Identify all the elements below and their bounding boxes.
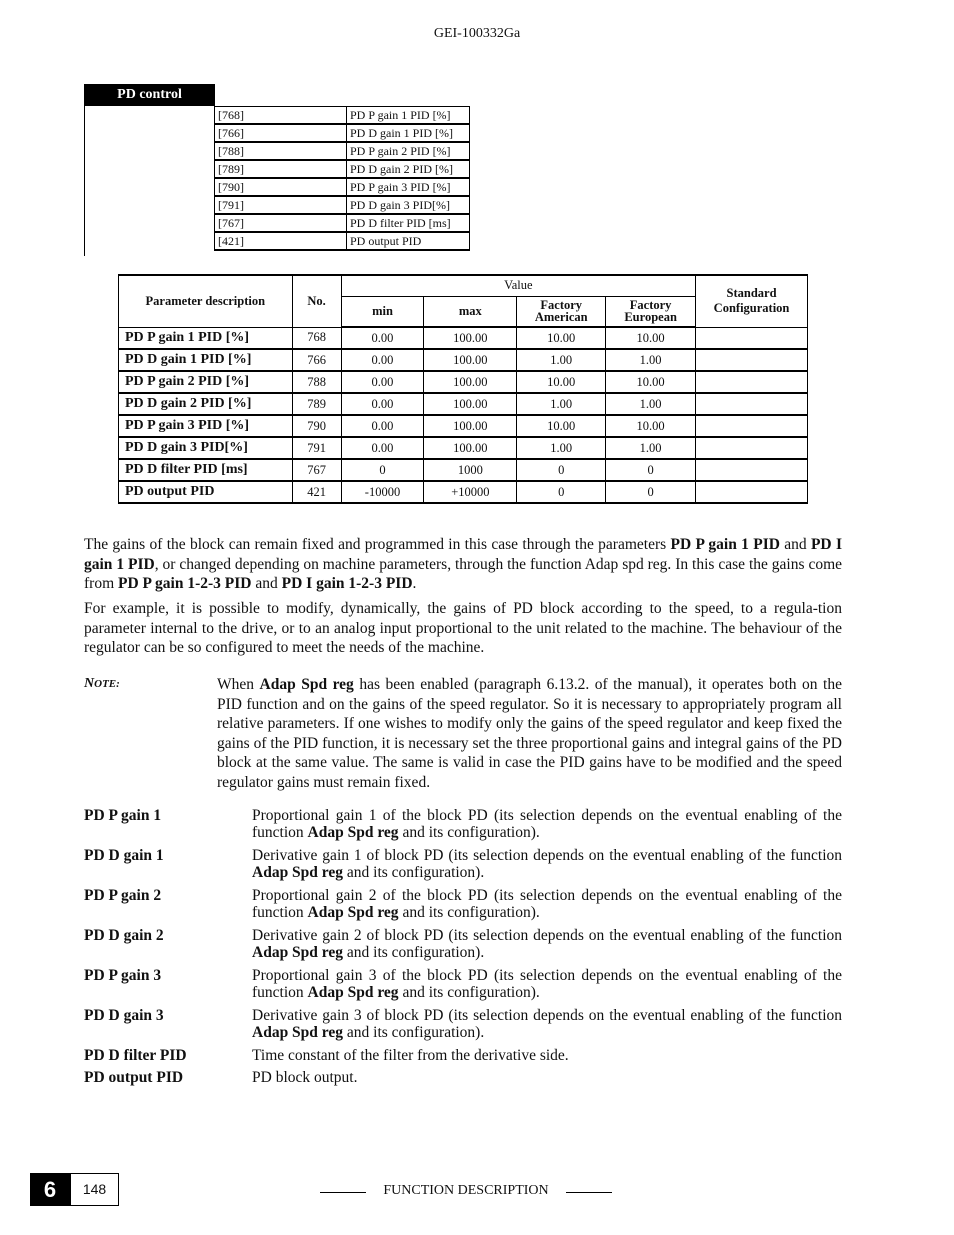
cell-factory-european: 1.00 [606, 349, 696, 371]
table-row [119, 459, 808, 481]
text: and [779, 536, 811, 553]
cell-factory-european: 10.00 [606, 415, 696, 437]
cell-number: 766 [292, 349, 341, 371]
cell-factory-european: 10.00 [606, 327, 696, 349]
cell-standard [696, 371, 808, 393]
header-factory-european-line1: Factory [629, 298, 672, 313]
definition-text [252, 1069, 842, 1086]
definition-text [252, 927, 842, 961]
menu-param-number: [421] [215, 232, 347, 250]
header-factory-european-line2: European [624, 310, 677, 325]
table-row [119, 393, 808, 415]
definition-term: PD output PID [84, 1069, 184, 1086]
text: . [412, 575, 417, 592]
table-row [119, 437, 808, 459]
cell-number: 789 [292, 393, 341, 415]
cell-standard [696, 349, 808, 371]
cell-factory-american: 1.00 [517, 349, 606, 371]
menu-param-number: [789] [215, 160, 347, 178]
menu-param-label: PD D filter PID [ms] [347, 214, 470, 232]
definition-term: PD D gain 2 [84, 927, 164, 944]
text: Proportional gain 2 of the block PD (its selection depends on the eventual enabling of the function [252, 887, 842, 921]
cell-description: PD D gain 1 PID [%] [119, 349, 293, 371]
cell-min: 0.00 [341, 349, 424, 371]
cell-factory-american: 0 [517, 481, 606, 503]
bold-text: Adap Spd reg [307, 824, 399, 841]
table-row [119, 349, 808, 371]
text: When [217, 676, 260, 693]
cell-max: +10000 [424, 481, 517, 503]
bold-text: PD I gain 1 PID [84, 536, 842, 573]
menu-row [215, 124, 470, 142]
cell-number: 791 [292, 437, 341, 459]
table-row [119, 481, 808, 503]
bold-text: Adap Spd reg [259, 676, 354, 693]
cell-description: PD D filter PID [ms] [119, 459, 293, 481]
cell-factory-european: 0 [606, 459, 696, 481]
text: , or changed depending on machine parameters, through the function Adap spd reg. In this case the gains come from [84, 555, 843, 592]
footer-rule-right [566, 1192, 612, 1193]
menu-row [215, 178, 470, 196]
cell-description: PD P gain 3 PID [%] [119, 415, 293, 437]
cell-factory-european: 1.00 [606, 393, 696, 415]
note-label-initial: N [84, 676, 95, 691]
bold-text: Adap Spd reg [252, 944, 344, 961]
menu-row [215, 196, 470, 214]
definition-term: PD D filter PID [84, 1047, 187, 1064]
menu-row [215, 142, 470, 160]
definition-text [252, 847, 842, 881]
menu-row [215, 232, 470, 250]
cell-factory-american: 10.00 [517, 415, 606, 437]
note-label [84, 676, 120, 692]
text: The gains of the block can remain fixed and programmed in this case through the parameters [84, 536, 671, 553]
header-factory-american [517, 296, 606, 327]
cell-number: 767 [292, 459, 341, 481]
cell-max: 100.00 [424, 371, 517, 393]
cell-standard [696, 393, 808, 415]
menu-param-label: PD D gain 2 PID [%] [347, 160, 470, 178]
cell-description: PD P gain 2 PID [%] [119, 371, 293, 393]
cell-standard [696, 327, 808, 349]
text: Derivative gain 2 of block PD (its selection depends on the eventual enabling of the function [252, 927, 842, 944]
definition-text [252, 967, 842, 1001]
header-max: max [424, 296, 517, 327]
cell-max: 100.00 [424, 393, 517, 415]
cell-standard [696, 415, 808, 437]
cell-factory-american: 10.00 [517, 371, 606, 393]
menu-param-number: [768] [215, 107, 347, 125]
cell-factory-european: 0 [606, 481, 696, 503]
bold-text: Adap Spd reg [252, 864, 344, 881]
note-text [217, 675, 842, 792]
menu-param-label: PD P gain 3 PID [%] [347, 178, 470, 196]
cell-min: 0.00 [341, 437, 424, 459]
header-standard-configuration [696, 275, 808, 327]
bold-text: PD P gain 1 PID [670, 536, 780, 553]
cell-min: 0.00 [341, 393, 424, 415]
cell-number: 788 [292, 371, 341, 393]
menu-parameter-list [214, 106, 470, 251]
cell-min: 0.00 [341, 371, 424, 393]
header-number: No. [292, 275, 341, 327]
bold-text: Adap Spd reg [307, 904, 399, 921]
definition-text [252, 887, 842, 921]
header-parameter-description: Parameter description [119, 275, 293, 327]
menu-row [215, 214, 470, 232]
cell-max: 100.00 [424, 437, 517, 459]
document-id: GEI-100332Ga [433, 26, 521, 41]
cell-min: -10000 [341, 481, 424, 503]
header-standard-line2: Configuration [713, 301, 790, 316]
menu-param-label: PD output PID [347, 232, 470, 250]
menu-param-label: PD P gain 1 PID [%] [347, 107, 470, 125]
parameter-table [118, 274, 808, 504]
text: and its configuration). [343, 1024, 485, 1041]
text: Time constant of the filter from the derivative side. [252, 1047, 569, 1064]
paragraph-gains [84, 535, 842, 594]
menu-param-label: PD D gain 1 PID [%] [347, 124, 470, 142]
definition-term: PD D gain 3 [84, 1007, 164, 1024]
header-standard-line1: Standard [726, 286, 777, 301]
text: and its configuration). [343, 944, 485, 961]
header-factory-american-line2: American [534, 310, 588, 325]
definition-text [252, 807, 842, 841]
cell-min: 0.00 [341, 415, 424, 437]
table-row [119, 327, 808, 349]
menu-param-number: [767] [215, 214, 347, 232]
text: has been enabled (paragraph 6.13.2. of the manual), it operates both on the PID function and on the gains of the speed regulator. So it is necessary to appropriately program all relative parameters. If one wishes to modify only the gains of the speed regulator and keep fixed the gains of the PID function, it is necessary set the three proportional gains and integral gains of the PD block at the same value. The same is valid in case the PID gains have to be modified and the speed regulator gains must remain fixed. [217, 676, 842, 791]
cell-min: 0.00 [341, 327, 424, 349]
cell-description: PD D gain 3 PID[%] [119, 437, 293, 459]
footer-rule-left [320, 1192, 366, 1193]
page-number: 148 [70, 1173, 119, 1206]
text: and its configuration). [398, 824, 540, 841]
table-row [119, 371, 808, 393]
menu-param-number: [790] [215, 178, 347, 196]
definition-term: PD P gain 2 [84, 887, 162, 904]
text: Proportional gain 1 of the block PD (its selection depends on the eventual enabling of the function [252, 807, 842, 841]
menu-param-label: PD P gain 2 PID [%] [347, 142, 470, 160]
footer-section-title: FUNCTION DESCRIPTION [383, 1183, 549, 1198]
chapter-number: 6 [30, 1173, 70, 1206]
definition-term: PD P gain 1 [84, 807, 162, 824]
definition-text [252, 1007, 842, 1041]
header-factory-european [606, 296, 696, 327]
menu-param-number: [791] [215, 196, 347, 214]
bold-text: PD P gain 1-2-3 PID [118, 575, 252, 592]
text: Derivative gain 1 of block PD (its selection depends on the eventual enabling of the function [252, 847, 842, 864]
text: Derivative gain 3 of block PD (its selection depends on the eventual enabling of the function [252, 1007, 842, 1024]
definition-term: PD D gain 1 [84, 847, 164, 864]
text: and its configuration). [343, 864, 485, 881]
menu-title: PD control [84, 84, 215, 106]
table-row [119, 415, 808, 437]
definition-text [252, 1047, 842, 1064]
menu-row [215, 160, 470, 178]
bold-text: Adap Spd reg [307, 984, 399, 1001]
cell-max: 100.00 [424, 327, 517, 349]
cell-factory-american: 1.00 [517, 437, 606, 459]
header-min: min [341, 296, 424, 327]
text: Proportional gain 3 of the block PD (its selection depends on the eventual enabling of the function [252, 967, 842, 1001]
cell-max: 100.00 [424, 415, 517, 437]
bold-text: PD I gain 1-2-3 PID [281, 575, 413, 592]
definition-term: PD P gain 3 [84, 967, 162, 984]
text: and [251, 575, 282, 592]
cell-description: PD output PID [119, 481, 293, 503]
cell-standard [696, 481, 808, 503]
menu-param-number: [766] [215, 124, 347, 142]
cell-factory-american: 10.00 [517, 327, 606, 349]
menu-param-number: [788] [215, 142, 347, 160]
cell-standard [696, 437, 808, 459]
cell-standard [696, 459, 808, 481]
cell-description: PD P gain 1 PID [%] [119, 327, 293, 349]
cell-number: 768 [292, 327, 341, 349]
cell-factory-european: 1.00 [606, 437, 696, 459]
cell-factory-american: 1.00 [517, 393, 606, 415]
cell-description: PD D gain 2 PID [%] [119, 393, 293, 415]
cell-factory-european: 10.00 [606, 371, 696, 393]
cell-number: 421 [292, 481, 341, 503]
cell-min: 0 [341, 459, 424, 481]
text: and its configuration). [398, 984, 540, 1001]
bold-text: Adap Spd reg [252, 1024, 344, 1041]
text: and its configuration). [398, 904, 540, 921]
header-factory-american-line1: Factory [540, 298, 583, 313]
cell-max: 1000 [424, 459, 517, 481]
note-label-rest: OTE: [94, 678, 120, 690]
menu-row [215, 107, 470, 125]
paragraph-example: For example, it is possible to modify, dynamically, the gains of PD block according to the speed, to a regula-tion parameter internal to the drive, or to an analog input proportional to the unit related to the machine. The behaviour of the regulator can be so configured to meet the needs of the machine. [84, 600, 842, 656]
header-value: Value [341, 275, 696, 296]
menu-vertical-rule [84, 106, 85, 256]
cell-factory-american: 0 [517, 459, 606, 481]
cell-number: 790 [292, 415, 341, 437]
text: PD block output. [252, 1069, 358, 1086]
menu-param-label: PD D gain 3 PID[%] [347, 196, 470, 214]
cell-max: 100.00 [424, 349, 517, 371]
